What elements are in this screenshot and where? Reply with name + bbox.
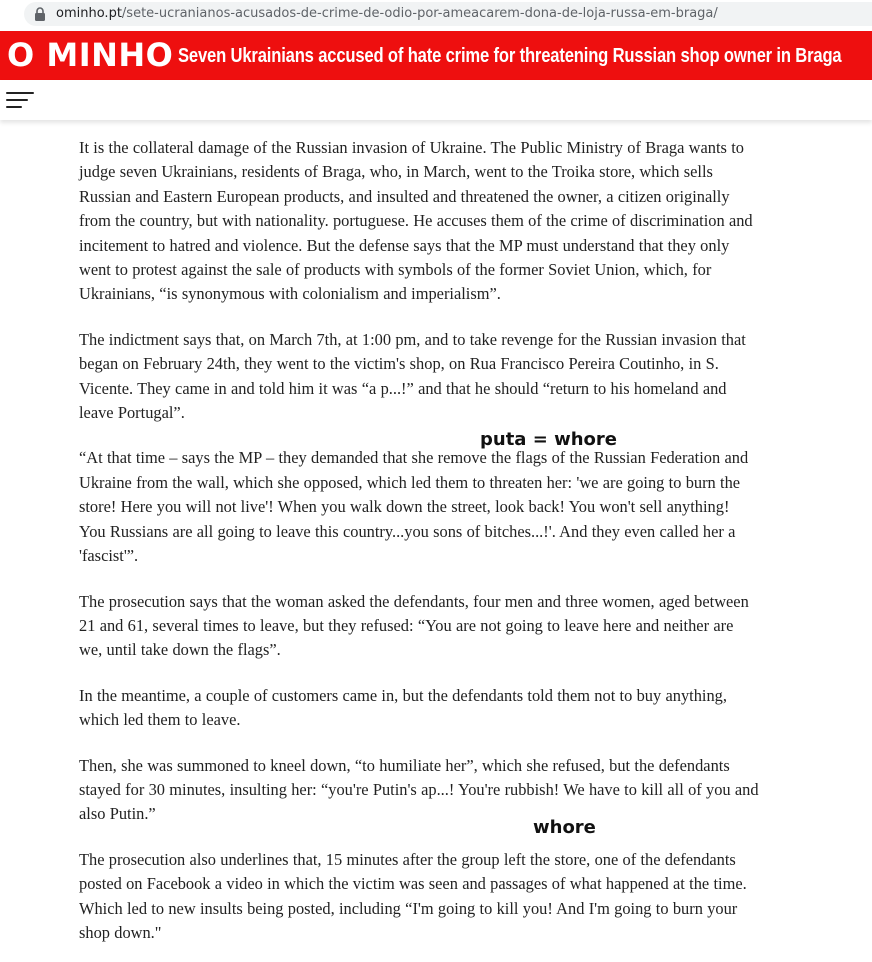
article-paragraph: Then, she was summoned to kneel down, “to humiliate her”, which she refused, but the defendants stayed for 30 minutes, insulting her: “you're Putin's ap...! You're rubbish! We have to kill all of you and also Putin.”	[79, 755, 759, 824]
article-paragraph: “At that time – says the MP – they demanded that she remove the flags of the Russian Federation and Ukraine from the wall, which she opposed, which led them to threaten her: 'we are going to burn the store! Here you will not live'! When you walk down the street, look back! You won't sell anything! You Russians are all going to leave this country...you sons of bitches...!'. And they even called her a 'fascist'”.	[79, 448, 749, 566]
article-paragraph: It is the collateral damage of the Russian invasion of Ukraine. The Public Ministry of Braga wants to judge seven Ukrainians, residents of Braga, who, in March, went to the Troika store, which sells Russian and Eastern European products, and insulted and threatened the owner, a citizen originally from the country, but with nationality. portuguese. He accuses them of the crime of discrimination and incitement to hatred and violence. But the defense says that the MP must understand that they only went to protest against the sale of products with symbols of the former Soviet Union, which, for Ukrainians, “is synonymous with colonialism and imperialism”.	[79, 138, 753, 304]
article-body	[79, 136, 759, 962]
article-headline: Seven Ukrainians accused of hate crime for threatening Russian shop owner in Braga	[178, 45, 842, 67]
lock-icon	[34, 6, 46, 22]
translation-annotation: whore	[533, 817, 596, 838]
article-paragraph: The indictment says that, on March 7th, at 1:00 pm, and to take revenge for the Russian invasion that began on February 24th, they went to the victim's shop, on Rua Francisco Pereira Coutinho, in S. Vicente. They came in and told him it was “a p...!” and that he should “return to his homeland and leave Portugal”.	[79, 329, 746, 423]
article-paragraph: The prosecution also underlines that, 15 minutes after the group left the store, one of the defendants posted on Facebook a video in which the victim was seen and passages of what happened at the time. Which led to new insults being posted, including “I'm going to kill you! And I'm going to burn your shop down."	[79, 849, 747, 942]
nav-bar	[0, 80, 872, 120]
url-domain: ominho.pt	[56, 6, 122, 21]
browser-address-bar[interactable]	[0, 0, 872, 30]
article-paragraph: In the meantime, a couple of customers came in, but the defendants told them not to buy anything, which led them to leave.	[79, 685, 727, 730]
article-paragraph: The prosecution says that the woman asked the defendants, four men and three women, aged between 21 and 61, several times to leave, but they refused: “You are not going to leave here and neither are we, until take down the flags”.	[79, 591, 749, 660]
hamburger-menu-icon[interactable]	[6, 90, 36, 110]
site-logo[interactable]: O MINHO	[7, 36, 174, 74]
url-text[interactable]	[56, 5, 718, 23]
url-path: /sete-ucranianos-acusados-de-crime-de-odio-por-ameacarem-dona-de-loja-russa-em-braga/	[121, 6, 718, 21]
site-header	[0, 31, 872, 80]
translation-annotation: puta = whore	[480, 429, 617, 450]
